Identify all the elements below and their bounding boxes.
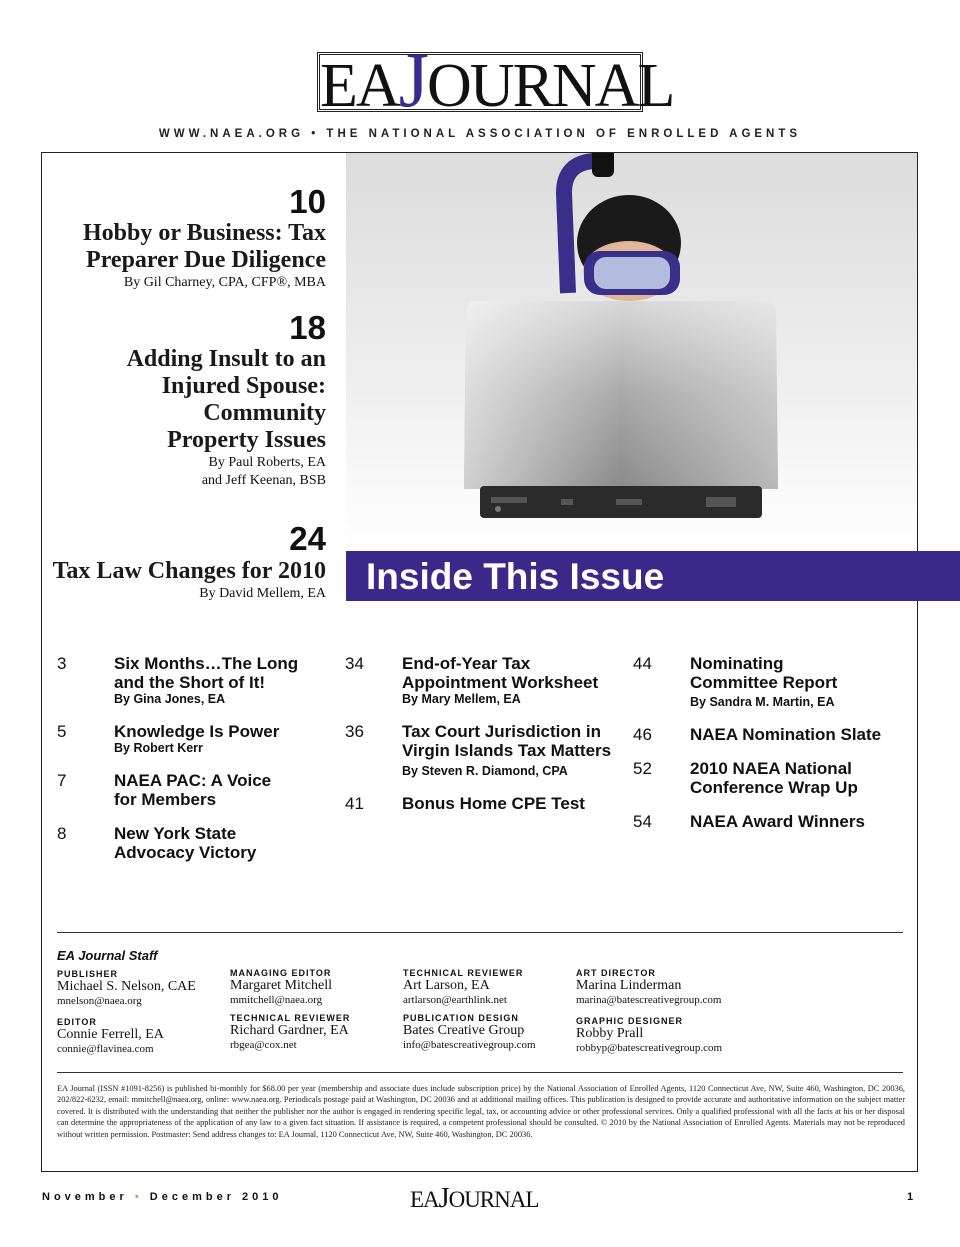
staff-role: TECHNICAL REVIEWER bbox=[403, 968, 524, 978]
staff-name: Richard Gardner, EA bbox=[230, 1023, 349, 1038]
toc-page-number: 7 bbox=[57, 771, 67, 790]
toc-entry-title[interactable]: Six Months…The Long and the Short of It! bbox=[114, 654, 299, 692]
feature-byline: By Paul Roberts, EA and Jeff Keenan, BSB bbox=[201, 455, 326, 488]
toc-entry-title[interactable]: NAEA Nomination Slate bbox=[690, 725, 882, 744]
feature-page-number: 10 bbox=[289, 183, 326, 220]
toc-entry-title[interactable]: Knowledge Is Power bbox=[114, 722, 280, 741]
publication-notice: EA Journal (ISSN #1091-8256) is published bi-monthly for $68.00 per year (membership and associate dues include subscription price) by the National Association of Enrolled Agents, 1120 Connecticut Ave, NW, Suite 460, Washington, DC 20036, 202/822-6232, email: mmitchell@naea.org, online: www.naea.org. Periodicals postage paid at Washington, DC 20036 and at additional mailing offices. This publication is designed to provide accurate and authoritative information on the subject matter covered. It is distributed with the understanding that neither the publisher nor the author is engaged in rendering specific legal, tax, or accounting advice or other professional services. Only a qualified professional with all the facts at his or her disposal can determine the appropriateness of the application of any law to a given fact situation. If assistance is required, a competent professional should be consulted. © 2010 by the National Association of Enrolled Agents. Materials may not be reproduced without written permission. Postmaster: Send address changes to: EA Journal, 1120 Connecticut Ave, NW, Suite 460, Washington, DC 20036. bbox=[57, 1084, 905, 1139]
logo-ournal: OURNAL bbox=[427, 52, 674, 120]
toc-page-number: 8 bbox=[57, 824, 67, 843]
staff-member bbox=[576, 1016, 722, 1054]
toc-page-number: 41 bbox=[345, 794, 364, 813]
masthead-logo bbox=[320, 36, 674, 126]
feature-byline: By Gil Charney, CPA, CFP®, MBA bbox=[123, 275, 326, 290]
feature-title[interactable]: Hobby or Business: Tax Preparer Due Diligence bbox=[83, 220, 326, 273]
toc-entry-title[interactable]: End-of-Year Tax Appointment Worksheet bbox=[402, 654, 599, 692]
toc-entry-byline: By Gina Jones, EA bbox=[114, 692, 226, 706]
toc-entry-byline: By Robert Kerr bbox=[114, 741, 203, 755]
toc-page-number: 54 bbox=[633, 812, 652, 831]
staff-role: TECHNICAL REVIEWER bbox=[230, 1013, 351, 1023]
cover-photo bbox=[346, 153, 917, 550]
toc-page-number: 34 bbox=[345, 654, 364, 673]
staff-email[interactable]: connie@flavinea.com bbox=[57, 1043, 154, 1055]
staff-email[interactable]: robbyp@batescreativegroup.com bbox=[576, 1042, 723, 1054]
staff-member bbox=[403, 1013, 536, 1051]
feature-title[interactable]: Adding Insult to an Injured Spouse: Community Property Issues bbox=[126, 346, 326, 453]
logo-j: J bbox=[398, 36, 428, 123]
toc-page-number: 52 bbox=[633, 759, 652, 778]
staff-email[interactable]: mnelson@naea.org bbox=[57, 995, 142, 1007]
toc-entry-title[interactable]: NAEA PAC: A Voice for Members bbox=[114, 771, 272, 809]
staff-role: GRAPHIC DESIGNER bbox=[576, 1016, 684, 1026]
staff-role: PUBLISHER bbox=[57, 969, 119, 979]
footer-logo: EAJOURNAL bbox=[410, 1183, 539, 1214]
staff-name: Michael S. Nelson, CAE bbox=[57, 979, 196, 994]
staff-email[interactable]: mmitchell@naea.org bbox=[230, 994, 323, 1006]
toc-entry-title[interactable]: New York State Advocacy Victory bbox=[114, 824, 257, 862]
staff-email[interactable]: info@batescreativegroup.com bbox=[403, 1039, 536, 1051]
staff-role: ART DIRECTOR bbox=[576, 968, 656, 978]
toc-entry-title[interactable]: Nominating Committee Report bbox=[690, 654, 838, 692]
staff-role: MANAGING EDITOR bbox=[230, 968, 332, 978]
page-number: 1 bbox=[907, 1191, 914, 1203]
staff-heading: EA Journal Staff bbox=[57, 948, 158, 963]
staff-name: Robby Prall bbox=[576, 1026, 644, 1041]
toc-entry-title[interactable]: NAEA Award Winners bbox=[690, 812, 865, 831]
staff-member bbox=[403, 968, 523, 1006]
staff-email[interactable]: rbgea@cox.net bbox=[230, 1039, 297, 1051]
masthead-tagline: WWW.NAEA.ORG • THE NATIONAL ASSOCIATION OF ENROLLED AGENTS bbox=[158, 128, 802, 140]
toc-entry-byline: By Sandra M. Martin, EA bbox=[690, 695, 835, 709]
toc-entry-title[interactable]: 2010 NAEA National Conference Wrap Up bbox=[690, 759, 858, 797]
inside-issue-heading: Inside This Issue bbox=[366, 556, 665, 597]
toc-entry-byline: By Mary Mellem, EA bbox=[402, 692, 521, 706]
snorkel-laptop-illustration bbox=[346, 153, 917, 550]
staff-member bbox=[230, 968, 332, 1006]
toc-entry-title[interactable]: Bonus Home CPE Test bbox=[402, 794, 585, 813]
divider-rule bbox=[57, 1072, 903, 1073]
toc-entry-byline: By Steven R. Diamond, CPA bbox=[402, 764, 568, 778]
toc-page-number: 36 bbox=[345, 722, 364, 741]
staff-member bbox=[57, 1017, 164, 1055]
staff-member bbox=[230, 1013, 350, 1051]
feature-page-number: 18 bbox=[289, 309, 326, 346]
staff-name: Bates Creative Group bbox=[403, 1023, 525, 1038]
feature-page-number: 24 bbox=[289, 520, 326, 557]
staff-member bbox=[576, 968, 721, 1006]
toc-entry-title[interactable]: Tax Court Jurisdiction in Virgin Islands Tax Matters bbox=[402, 722, 612, 760]
staff-name: Margaret Mitchell bbox=[230, 978, 332, 993]
staff-name: Marina Linderman bbox=[576, 978, 682, 993]
issue-date: November • December 2010 bbox=[42, 1191, 283, 1203]
toc-page-number: 46 bbox=[633, 725, 652, 744]
staff-role: PUBLICATION DESIGN bbox=[403, 1013, 519, 1023]
divider-rule bbox=[57, 932, 903, 933]
logo-ea: EA bbox=[320, 52, 399, 120]
toc-page-number: 3 bbox=[57, 654, 67, 673]
feature-byline: By David Mellem, EA bbox=[199, 586, 326, 601]
staff-member bbox=[57, 969, 196, 1007]
staff-name: Connie Ferrell, EA bbox=[57, 1027, 164, 1042]
staff-role: EDITOR bbox=[57, 1017, 97, 1027]
toc-page-number: 44 bbox=[633, 654, 652, 673]
staff-name: Art Larson, EA bbox=[403, 978, 490, 993]
feature-title[interactable]: Tax Law Changes for 2010 bbox=[52, 558, 326, 584]
staff-email[interactable]: artlarson@earthlink.net bbox=[403, 994, 507, 1006]
toc-page-number: 5 bbox=[57, 722, 67, 741]
staff-email[interactable]: marina@batescreativegroup.com bbox=[576, 994, 722, 1006]
